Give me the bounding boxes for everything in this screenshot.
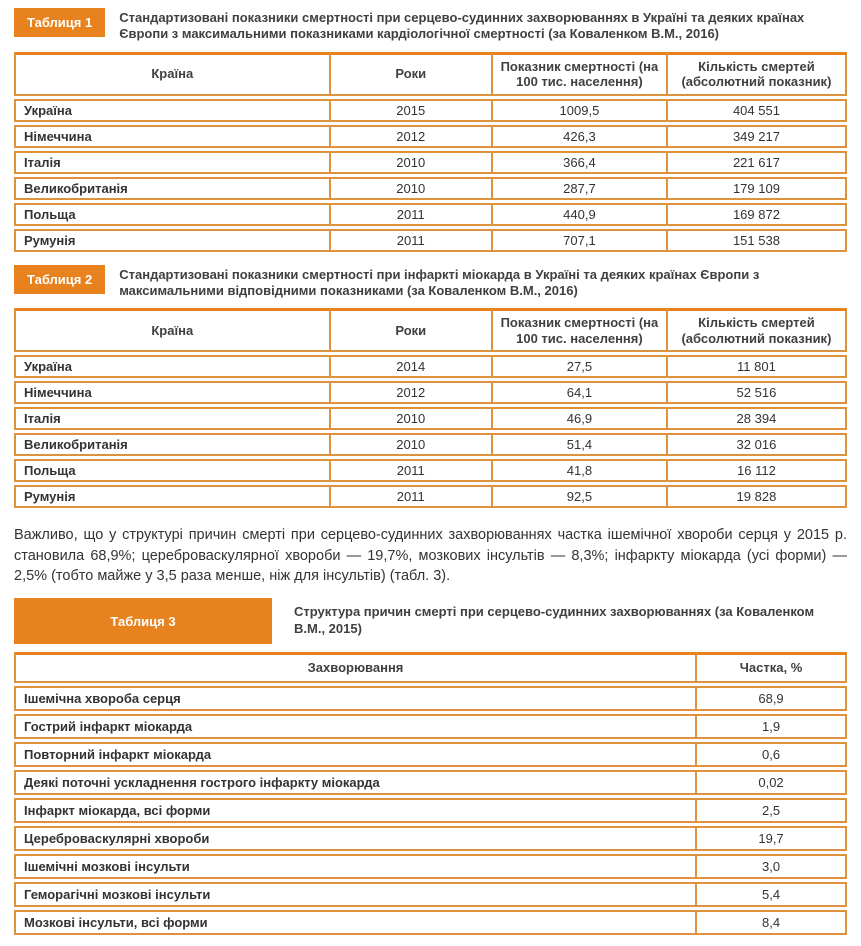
table-cell: 8,4 bbox=[697, 910, 847, 935]
table-row bbox=[14, 826, 847, 851]
table-row bbox=[14, 714, 847, 739]
table-cell: 19,7 bbox=[697, 826, 847, 851]
table-row bbox=[14, 433, 847, 456]
table-row bbox=[14, 459, 847, 482]
table-cell: 5,4 bbox=[697, 882, 847, 907]
table3-caption bbox=[14, 598, 847, 644]
table-row bbox=[14, 407, 847, 430]
table-row bbox=[14, 99, 847, 122]
table-cell: Польща bbox=[14, 203, 331, 226]
table-cell: Великобританія bbox=[14, 433, 331, 456]
table-cell: Інфаркт міокарда, всі форми bbox=[14, 798, 697, 823]
table-cell: 440,9 bbox=[493, 203, 668, 226]
table-cell: Ішемічна хвороба серця bbox=[14, 686, 697, 711]
column-header-share: Частка, % bbox=[697, 652, 847, 683]
table3-title: Структура причин смерті при серцево-судинних захворюваннях (за Коваленком В.М., 2015) bbox=[294, 604, 815, 637]
table-cell: 11 801 bbox=[668, 355, 847, 378]
table-cell: Україна bbox=[14, 355, 331, 378]
table3-body bbox=[14, 686, 847, 935]
column-header-disease: Захворювання bbox=[14, 652, 697, 683]
table-cell: 2015 bbox=[331, 99, 493, 122]
table-cell: 2011 bbox=[331, 203, 493, 226]
table-row bbox=[14, 882, 847, 907]
table-cell: 404 551 bbox=[668, 99, 847, 122]
table1-caption bbox=[14, 8, 847, 43]
table-cell: Італія bbox=[14, 151, 331, 174]
table-cell: 2011 bbox=[331, 229, 493, 252]
table-cell: Цереброваскулярні хвороби bbox=[14, 826, 697, 851]
column-header-country: Країна bbox=[14, 308, 331, 352]
table-row bbox=[14, 910, 847, 935]
table-cell: 2010 bbox=[331, 407, 493, 430]
table1-badge: Таблиця 1 bbox=[14, 8, 105, 37]
table-cell: Румунія bbox=[14, 229, 331, 252]
table3-badge: Таблиця 3 bbox=[14, 598, 272, 644]
table-row bbox=[14, 125, 847, 148]
table-cell: 287,7 bbox=[493, 177, 668, 200]
table-row bbox=[14, 355, 847, 378]
table-cell: 2,5 bbox=[697, 798, 847, 823]
table-cell: 179 109 bbox=[668, 177, 847, 200]
table-cell: 1,9 bbox=[697, 714, 847, 739]
column-header-death-count: Кількість смертей (абсолютний показник) bbox=[668, 52, 847, 96]
table-cell: Деякі поточні ускладнення гострого інфаркту міокарда bbox=[14, 770, 697, 795]
table2-badge: Таблиця 2 bbox=[14, 265, 105, 294]
table-cell: Німеччина bbox=[14, 125, 331, 148]
table3-section bbox=[14, 598, 847, 938]
table-cell: Великобританія bbox=[14, 177, 331, 200]
table-cell: 68,9 bbox=[697, 686, 847, 711]
table-row bbox=[14, 151, 847, 174]
column-header-years: Роки bbox=[331, 308, 493, 352]
table1 bbox=[14, 49, 847, 255]
table-cell: 2012 bbox=[331, 125, 493, 148]
table-cell: 52 516 bbox=[668, 381, 847, 404]
table3-header-row bbox=[14, 652, 847, 683]
table-row bbox=[14, 854, 847, 879]
table-row bbox=[14, 177, 847, 200]
table-row bbox=[14, 203, 847, 226]
table1-section bbox=[14, 8, 847, 255]
table-cell: 3,0 bbox=[697, 854, 847, 879]
table-cell: 41,8 bbox=[493, 459, 668, 482]
table2-header-row bbox=[14, 308, 847, 352]
table-cell: 2010 bbox=[331, 151, 493, 174]
column-header-years: Роки bbox=[331, 52, 493, 96]
table-cell: 46,9 bbox=[493, 407, 668, 430]
table-cell: 349 217 bbox=[668, 125, 847, 148]
table-row bbox=[14, 485, 847, 508]
table-cell: 221 617 bbox=[668, 151, 847, 174]
table-cell: 426,3 bbox=[493, 125, 668, 148]
table-row bbox=[14, 770, 847, 795]
table-cell: 27,5 bbox=[493, 355, 668, 378]
table-cell: 2010 bbox=[331, 433, 493, 456]
column-header-mortality-rate: Показник смертності (на 100 тис. населення) bbox=[493, 52, 668, 96]
table-cell: Німеччина bbox=[14, 381, 331, 404]
table-cell: 169 872 bbox=[668, 203, 847, 226]
table-cell: 32 016 bbox=[668, 433, 847, 456]
table-cell: 2011 bbox=[331, 485, 493, 508]
table2 bbox=[14, 305, 847, 511]
body-paragraph: Важливо, що у структурі причин смерті при серцево-судинних захворюваннях частка ішемічної хвороби серця у 2015 р. становила 68,9%; цереброваскулярної хвороби — 19,7%, мозкових інсультів — 8,3%; інфаркту міокарда (усі форми) — 2,5% (тобто майже у 3,5 раза менше, ніж для інсультів) (табл. 3). bbox=[14, 527, 847, 584]
table2-title: Стандартизовані показники смертності при інфаркті міокарда в Україні та деяких країнах Європи з максимальними відповідними показниками (за Коваленком В.М., 2016) bbox=[119, 266, 760, 298]
table1-body bbox=[14, 99, 847, 252]
table-cell: Румунія bbox=[14, 485, 331, 508]
table-cell: 16 112 bbox=[668, 459, 847, 482]
table2-body bbox=[14, 355, 847, 508]
table-cell: 28 394 bbox=[668, 407, 847, 430]
table-cell: Мозкові інсульти, всі форми bbox=[14, 910, 697, 935]
table-cell: Україна bbox=[14, 99, 331, 122]
table-cell: 707,1 bbox=[493, 229, 668, 252]
table-cell: Польща bbox=[14, 459, 331, 482]
table-row bbox=[14, 686, 847, 711]
table2-caption bbox=[14, 265, 847, 300]
table-cell: Ішемічні мозкові інсульти bbox=[14, 854, 697, 879]
table-cell: 2010 bbox=[331, 177, 493, 200]
table-cell: 51,4 bbox=[493, 433, 668, 456]
table-cell: 366,4 bbox=[493, 151, 668, 174]
column-header-mortality-rate: Показник смертності (на 100 тис. населення) bbox=[493, 308, 668, 352]
table-cell: 64,1 bbox=[493, 381, 668, 404]
table-cell: 151 538 bbox=[668, 229, 847, 252]
column-header-country: Країна bbox=[14, 52, 331, 96]
table-cell: 0,02 bbox=[697, 770, 847, 795]
table-row bbox=[14, 798, 847, 823]
table-cell: Геморагічні мозкові інсульти bbox=[14, 882, 697, 907]
table-cell: 92,5 bbox=[493, 485, 668, 508]
table-cell: 2011 bbox=[331, 459, 493, 482]
table1-header-row bbox=[14, 52, 847, 96]
column-header-death-count: Кількість смертей (абсолютний показник) bbox=[668, 308, 847, 352]
table1-title: Стандартизовані показники смертності при серцево-судинних захворюваннях в Україні та деяких країнах Європи з максимальними показниками кардіологічної смертності (за Коваленком В.М., 2016) bbox=[119, 10, 805, 42]
table-row bbox=[14, 229, 847, 252]
table-cell: 2012 bbox=[331, 381, 493, 404]
table-cell: 1009,5 bbox=[493, 99, 668, 122]
table-cell: Італія bbox=[14, 407, 331, 430]
table3 bbox=[14, 649, 847, 938]
table-cell: 2014 bbox=[331, 355, 493, 378]
table-cell: 0,6 bbox=[697, 742, 847, 767]
table-cell: 19 828 bbox=[668, 485, 847, 508]
table-row bbox=[14, 381, 847, 404]
table-row bbox=[14, 742, 847, 767]
table-cell: Повторний інфаркт міокарда bbox=[14, 742, 697, 767]
table-cell: Гострий інфаркт міокарда bbox=[14, 714, 697, 739]
table2-section bbox=[14, 265, 847, 512]
